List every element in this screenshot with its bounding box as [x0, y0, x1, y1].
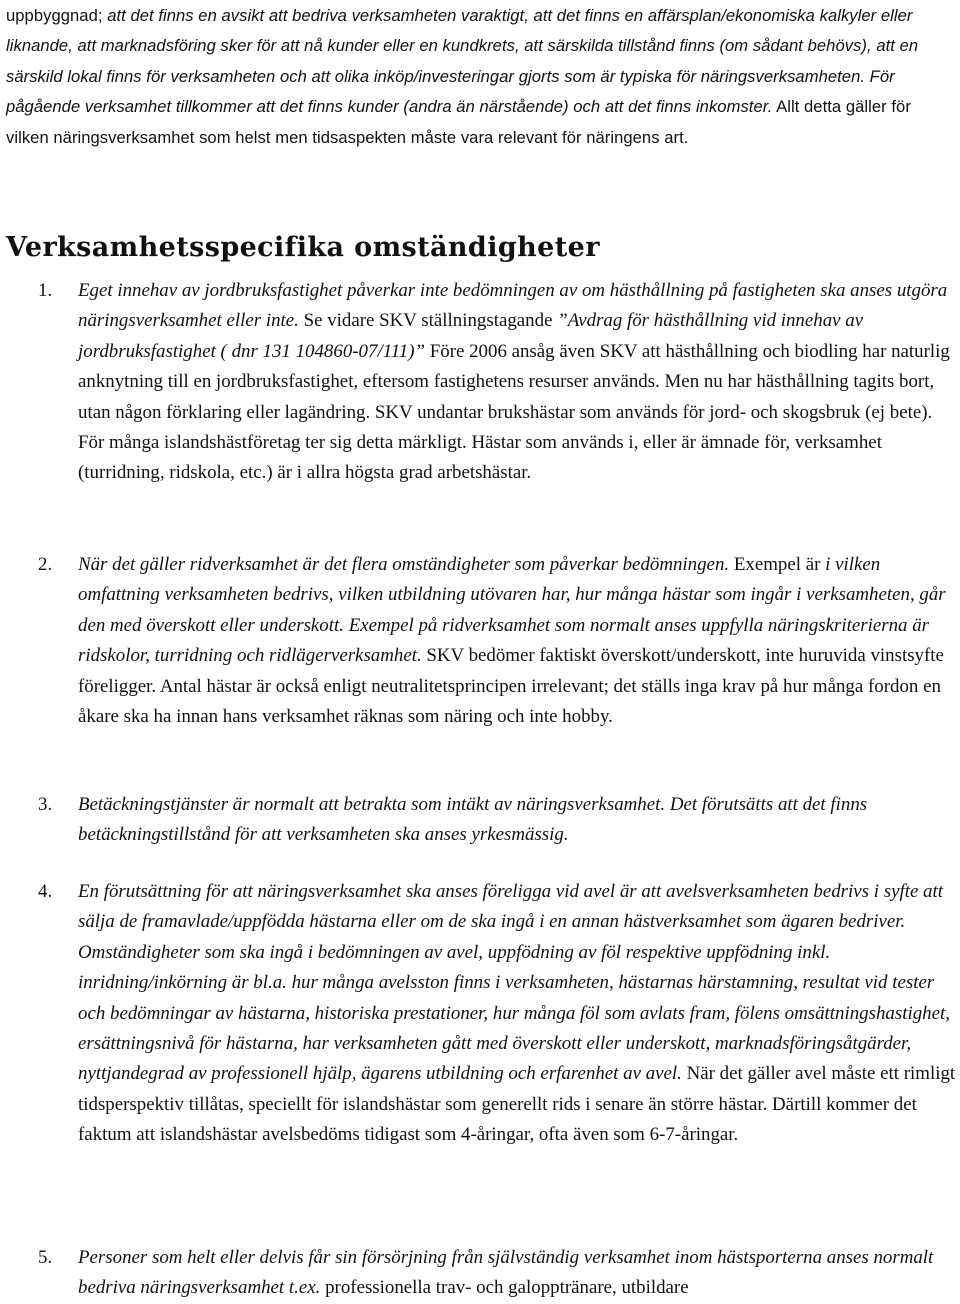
list-item-text: SKV bedömer faktiskt överskott/underskott, inte huruvida vinstsyfte föreligger. Antal hästar är också enligt neutralitetsprincipen irrelevant; det ställs inga krav på hur många fordon en åkare ska ha innan hans verksamhet räknas som näring och inte hobby. [78, 645, 944, 728]
list-item-text: När det gäller avel måste ett rimligt tidsperspektiv tillåtas, speciellt för islandshästar som generellt rids i senare än större hästar. Därtill kommer det faktum att islandshästar avelsbedöms tidigast som 4-åringar, ofta även som 6-7-åringar. [78, 1063, 956, 1146]
list-item-body [78, 877, 958, 1151]
list-item-text: Exempel på ridverksamhet som normalt anses uppfylla näringskriterierna är ridskolor, turridning och ridlägerverksamhet. [78, 614, 930, 667]
list-item-number: 1. [38, 280, 53, 301]
intro-text-1: uppbyggnad; [6, 6, 108, 25]
list-item-number: 2. [38, 554, 53, 575]
intro-text-3: Allt detta gäller för vilken näringsverksamhet som helst men tidsaspekten måste vara relevant för näringens art. [6, 97, 911, 147]
list-item-number: 5. [38, 1247, 53, 1268]
list-item-text: Personer som helt eller delvis får sin försörjning från självständig verksamhet inom hästsporterna anses normalt bedriva näringsverksamhet t.ex. [78, 1247, 934, 1299]
intro-text-2: att det finns en avsikt att bedriva verksamheten varaktigt, att det finns en affärsplan/ekonomiska kalkyler eller liknande, att marknadsföring sker för att nå kunder eller en kundkrets, att särskilda tillstånd finns (om sådant behövs), att en särskild lokal finns för verksamheten och att olika inköp/investeringar gjorts som är typiska för näringsverksamheten. För pågående verksamhet tillkommer att det finns kunder (andra än närstående) och att det finns inkomster. [6, 6, 919, 117]
list-item-text: När det gäller ridverksamhet är det flera omständigheter som påverkar bedömningen. [78, 554, 730, 575]
list-item-text: Se vidare SKV ställningstagande [298, 310, 558, 332]
intro-paragraph [6, 0, 956, 153]
document-page [6, 0, 956, 1299]
list-item [6, 790, 956, 851]
list-item [6, 1243, 956, 1304]
list-item-text: i vilken omfattning verksamheten bedrivs, vilken utbildning utövaren har, hur många hästar som ingår i verksamheten, går den med överskott eller underskott. [78, 554, 946, 636]
list-item-text: ”Avdrag för hästhållning vid innehav av jordbruksfastighet ( dnr 131 104860-07/111)” [78, 310, 864, 362]
list-item [6, 276, 956, 489]
list-item-text: professionella trav- och galopptränare, utbildare [320, 1277, 689, 1299]
list-item-text: Före 2006 ansåg även SKV att hästhållning och biodling har naturlig anknytning till en jordbruksfastighet, eftersom fastighetens resurser används. Men nu har hästhållning tagits bort, utan någon förklaring eller lagändring. SKV undantar brukshästar som används för jord- och skogsbruk (ej bete). För många islandshästföretag ter sig detta märkligt. Hästar som används i, eller är ämnade för, verksamhet (turridning, ridskola, etc.) är i allra högsta grad arbetshästar. [78, 340, 950, 484]
list-item [6, 877, 956, 1151]
list-item-number: 3. [38, 794, 53, 815]
list-item-text: Betäckningstjänster är normalt att betrakta som intäkt av näringsverksamhet. Det förutsätts att det finns betäckningstillstånd för att verksamheten ska anses yrkesmässig. [78, 794, 868, 846]
list-item-text: Eget innehav av jordbruksfastighet påverkar inte bedömningen av om hästhållning på fastigheten ska anses utgöra näringsverksamhet eller inte. [78, 280, 948, 332]
list-item-body [78, 276, 958, 489]
list-item-body [78, 1243, 958, 1304]
list-item-text: En förutsättning för att näringsverksamhet ska anses föreligga vid avel är att avelsverksamheten bedrivs i syfte att sälja de framavlade/uppfödda hästarna eller om de ska ingå i en annan hästverksamhet som ägaren bedriver. Omständigheter som ska ingå i bedömningen av avel, uppfödning av föl respektive uppfödning inkl. inridning/inkörning är bl.a. hur många avelsston finns i verksamheten, hästarnas härstamning, resultat vid tester och bedömningar av hästarna, historiska prestationer, hur många föl som avlats fram, fölens omsättningshastighet, ersättningsnivå för hästarna, har verksamheten gått med överskott eller underskott, marknadsföringsåtgärder, nyttjandegrad av professionell hjälp, ägarens utbildning och erfarenhet av avel. [78, 881, 950, 1085]
list-item [6, 550, 956, 732]
list-item-body [78, 790, 958, 851]
section-heading: Verksamhetsspecifika omständigheter [6, 232, 600, 263]
list-item-body [78, 550, 958, 732]
list-item-number: 4. [38, 881, 53, 902]
list-item-text: Exempel är [729, 554, 826, 575]
